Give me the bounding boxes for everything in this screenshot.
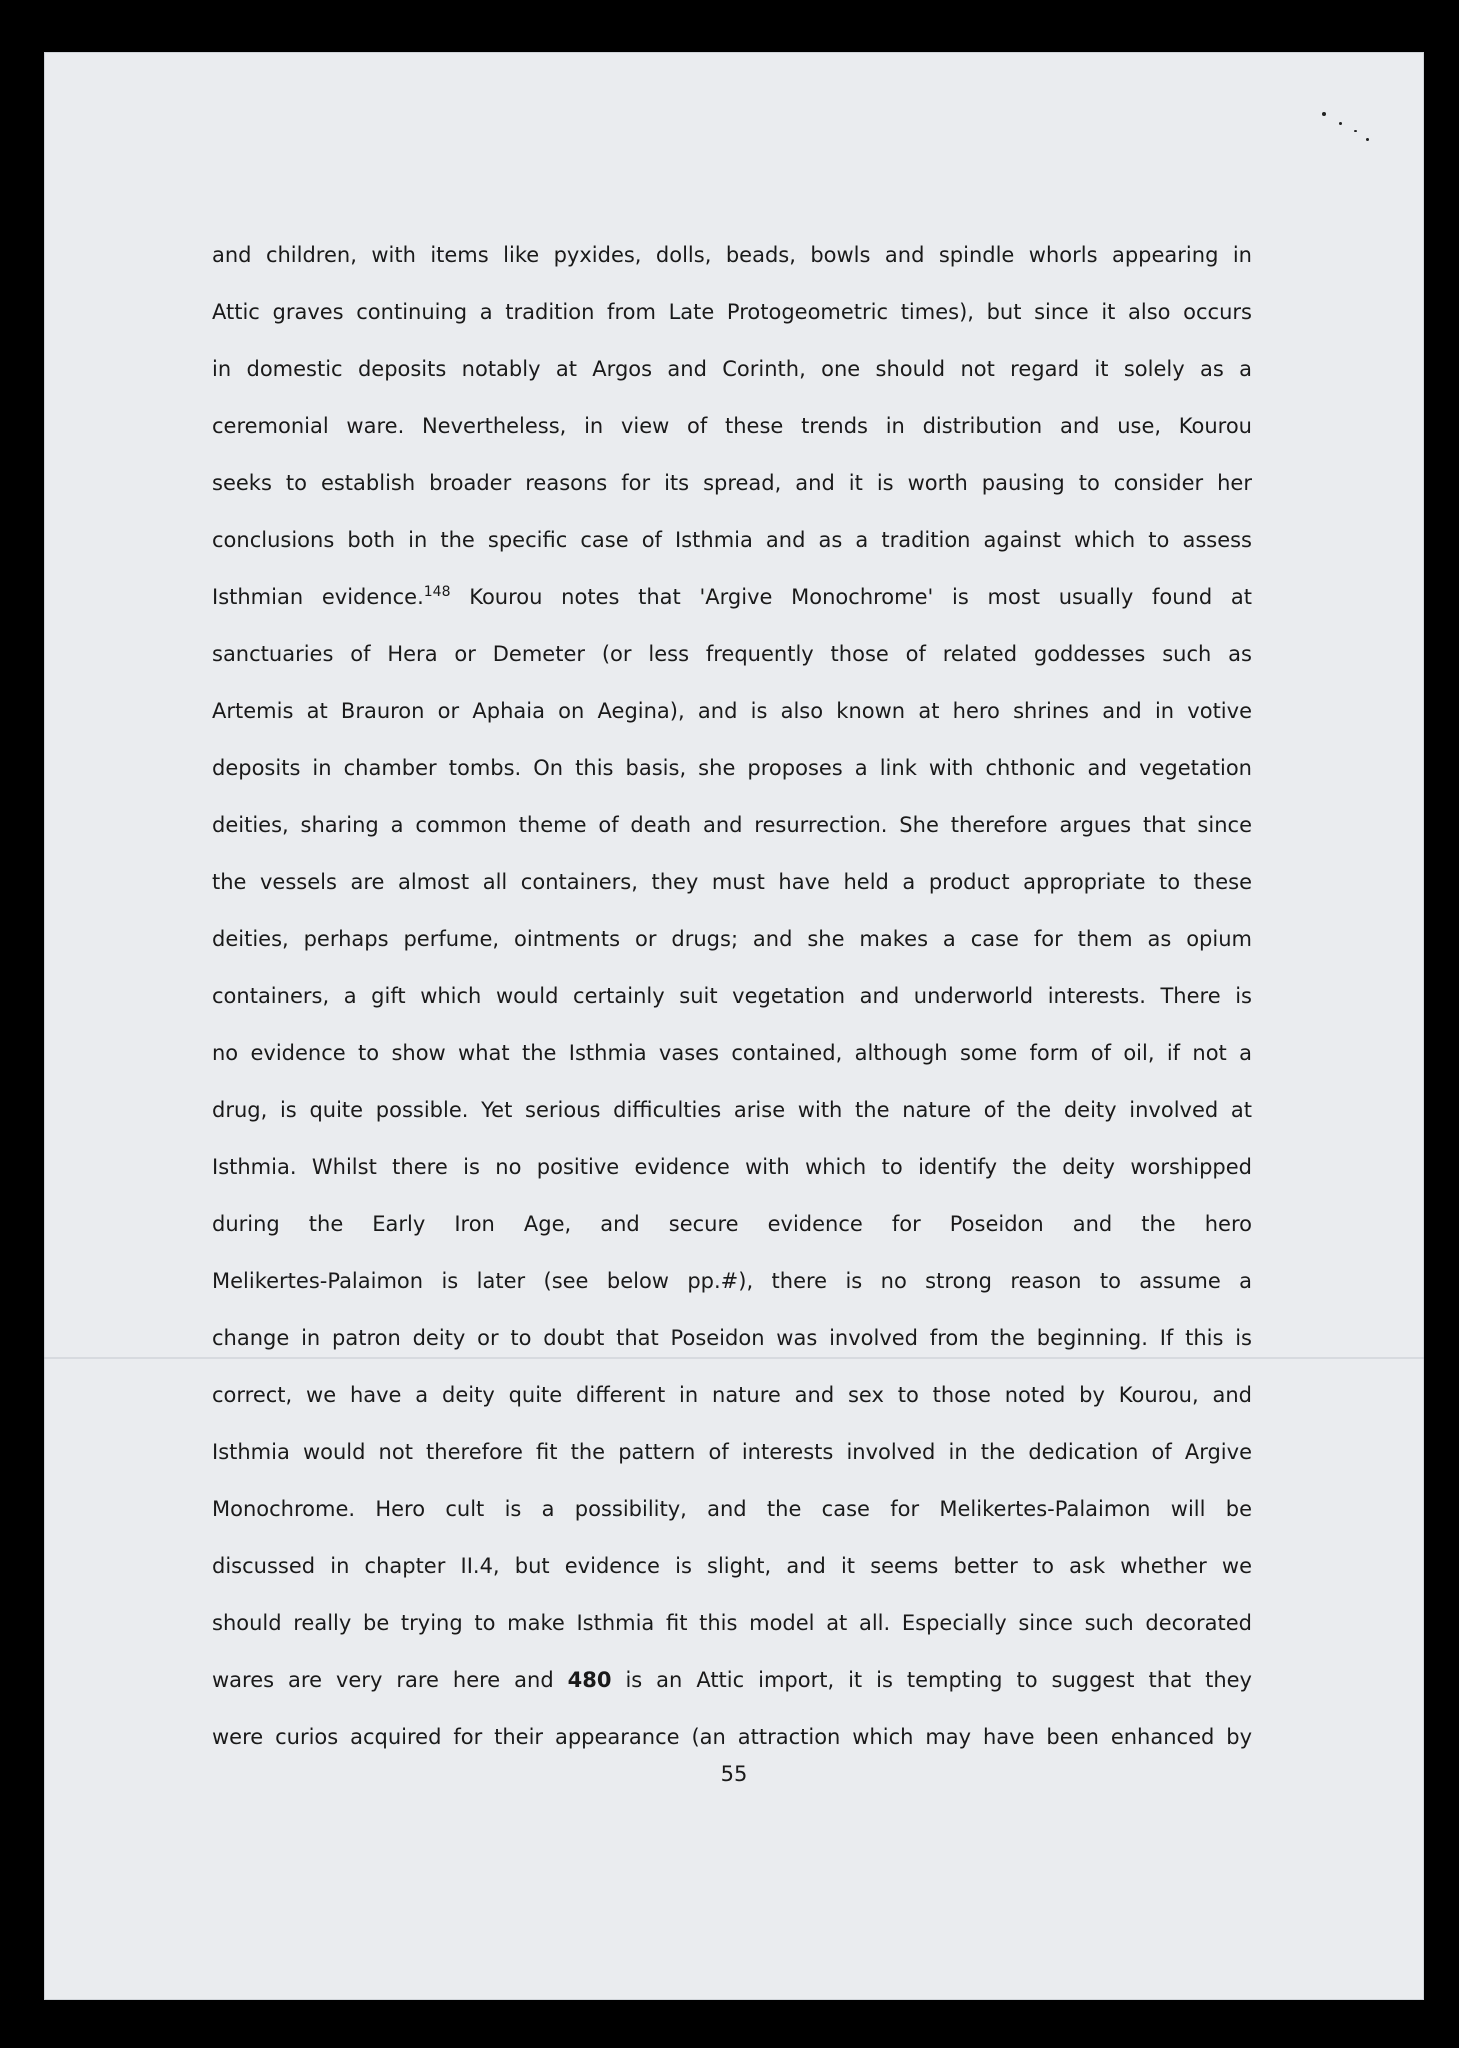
- text-line: ceremonial ware. Nevertheless, in view of these trends in distribution and use, Kourou: [212, 414, 1252, 438]
- text-line: change in patron deity or to doubt that Poseidon was involved from the beginning. If this is: [212, 1326, 1252, 1350]
- text-line: Isthmia would not therefore fit the pattern of interests involved in the dedication of Argive: [212, 1440, 1252, 1464]
- scan-speck: [1339, 122, 1342, 125]
- text-segment: wares are very rare here and: [212, 1668, 568, 1692]
- text-line: [212, 582, 1252, 612]
- text-line: the vessels are almost all containers, they must have held a product appropriate to these: [212, 870, 1252, 894]
- text-line: Melikertes-Palaimon is later (see below pp.#), there is no strong reason to assume a: [212, 1269, 1252, 1293]
- text-line: deities, perhaps perfume, ointments or drugs; and she makes a case for them as opium: [212, 927, 1252, 951]
- text-segment: is an Attic import, it is tempting to suggest that they: [611, 1668, 1252, 1692]
- text-line: correct, we have a deity quite different in nature and sex to those noted by Kourou, and: [212, 1383, 1252, 1407]
- footnote-marker: 148: [423, 584, 451, 600]
- text-line: drug, is quite possible. Yet serious difficulties arise with the nature of the deity involved at: [212, 1098, 1252, 1122]
- document-page: [44, 52, 1424, 2000]
- text-line: no evidence to show what the Isthmia vases contained, although some form of oil, if not a: [212, 1041, 1252, 1065]
- text-line: deposits in chamber tombs. On this basis, she proposes a link with chthonic and vegetation: [212, 756, 1252, 780]
- text-line: during the Early Iron Age, and secure evidence for Poseidon and the hero: [212, 1212, 1252, 1236]
- text-line: conclusions both in the specific case of Isthmia and as a tradition against which to assess: [212, 528, 1252, 552]
- text-line: Artemis at Brauron or Aphaia on Aegina), and is also known at hero shrines and in votive: [212, 699, 1252, 723]
- text-line: Isthmia. Whilst there is no positive evidence with which to identify the deity worshipped: [212, 1155, 1252, 1179]
- text-line: in domestic deposits notably at Argos and Corinth, one should not regard it solely as a: [212, 357, 1252, 381]
- text-line: Attic graves continuing a tradition from Late Protogeometric times), but since it also occurs: [212, 300, 1252, 324]
- scan-speck: [1354, 130, 1357, 132]
- page-number: 55: [720, 1762, 748, 1786]
- text-line: were curios acquired for their appearance (an attraction which may have been enhanced by: [212, 1725, 1252, 1749]
- text-line: sanctuaries of Hera or Demeter (or less frequently those of related goddesses such as: [212, 642, 1252, 666]
- text-line: [212, 1665, 1252, 1695]
- catalogue-number: 480: [567, 1668, 612, 1692]
- scan-speck: [1366, 138, 1369, 141]
- text-line: and children, with items like pyxides, dolls, beads, bowls and spindle whorls appearing in: [212, 243, 1252, 267]
- text-segment: Isthmian evidence.: [212, 585, 424, 609]
- text-segment: Kourou notes that 'Argive Monochrome' is most usually found at: [450, 585, 1252, 609]
- text-line: Monochrome. Hero cult is a possibility, and the case for Melikertes-Palaimon will be: [212, 1497, 1252, 1521]
- text-line: seeks to establish broader reasons for its spread, and it is worth pausing to consider her: [212, 471, 1252, 495]
- scan-speck: [1322, 112, 1326, 116]
- text-line: deities, sharing a common theme of death and resurrection. She therefore argues that since: [212, 813, 1252, 837]
- text-line: discussed in chapter II.4, but evidence is slight, and it seems better to ask whether we: [212, 1554, 1252, 1578]
- text-line: should really be trying to make Isthmia fit this model at all. Especially since such decorated: [212, 1611, 1252, 1635]
- text-line: containers, a gift which would certainly suit vegetation and underworld interests. There is: [212, 984, 1252, 1008]
